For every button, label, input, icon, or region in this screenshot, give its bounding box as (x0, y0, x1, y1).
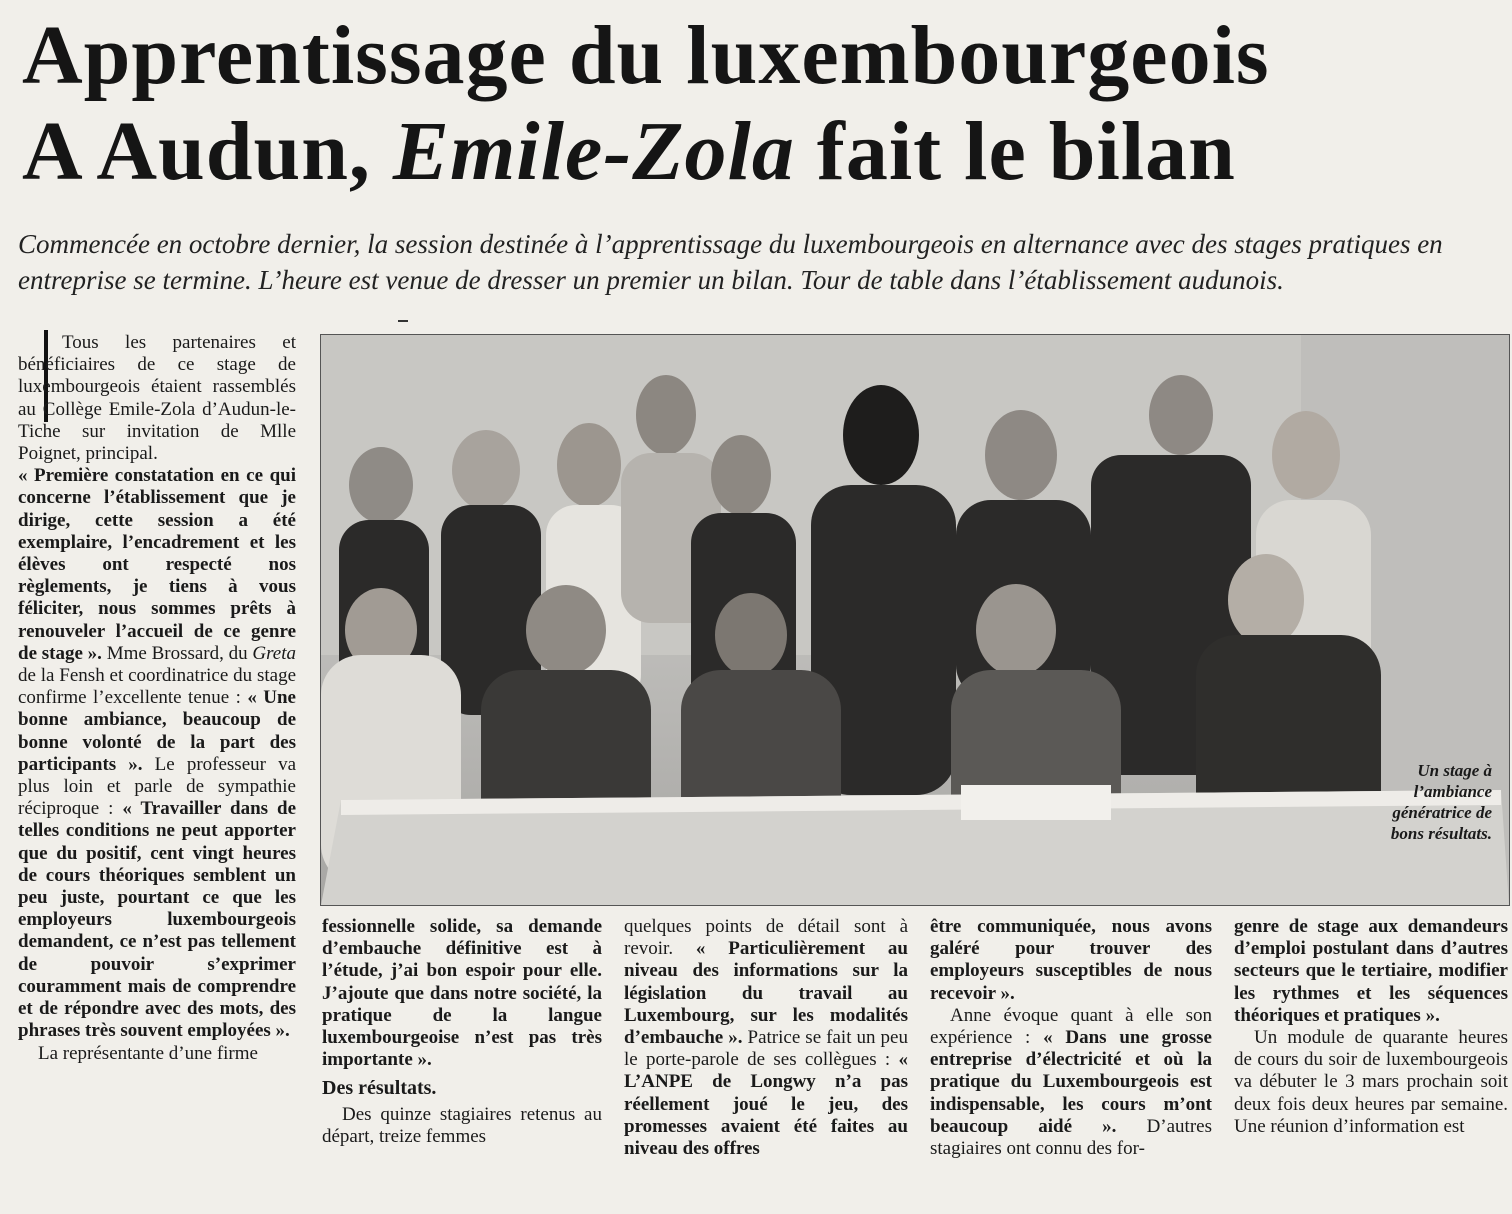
col1-tail: La représentante d’une firme (38, 1042, 258, 1064)
photo-caption: Un stage à l’ambiance génératrice de bons résultats. (1390, 761, 1492, 843)
col2-quote: fessionnelle solide, sa demande d’embauche définitive est à l’étude, j’ai bon espoir pour elle. J’ajoute que dans notre société, la pratique de la langue luxembourgeoise n’est pas très importante ». (322, 916, 602, 1071)
col4-quote-1: être communiquée, nous avons galéré pour trouver des employeurs susceptibles de nous recevoir ». (930, 916, 1212, 1004)
article-column-4 (930, 916, 1212, 1212)
col3-text: quelques points de détail sont à revoir. « Particulièrement au niveau des informations sur la législation du travail au Luxembourg, sur les modalités d’embauche ». Patrice se fait un peu le porte-parole de ses collègues : « L’ANPE de Longwy n’a pas réellement joué le jeu, des promesses avaient été faites au niveau des offres (624, 916, 908, 1160)
headline-school-name: Emile-Zola (392, 105, 795, 198)
col5-text: Un module de quarante heures de cours du soir de luxembourgeois va débuter le 3 mars prochain soit deux fois deux heures par semaine. Une réunion d’information est (1234, 1027, 1508, 1137)
col1-intro: Tous les partenaires et bénéficiaires de ce stage de luxembourgeois étaient rassemblés au Collège Emile-Zola d’Audun-le-Tiche sur invitation de Mlle Poignet, principal. (18, 332, 296, 465)
group-photo (320, 334, 1510, 906)
group-photo-illustration (321, 335, 1509, 905)
article-column-3 (624, 916, 908, 1212)
col5-quote: genre de stage aux demandeurs d’emploi postulant dans d’autres secteurs que le tertiaire, modifier les rythmes et les séquences théoriques et pratiques ». (1234, 916, 1508, 1026)
headline-line-2 (22, 104, 1502, 200)
article-column-2 (322, 916, 602, 1212)
article-column-1 (18, 332, 296, 1212)
headline-line-2-prefix: A Audun, (22, 105, 393, 198)
col4-text: Anne évoque quant à elle son expérience : « Dans une grosse entreprise d’électricité et où la pratique du Luxembourgeois est indispensable, les cours m’ont beaucoup aidé ». D’autres stagiaires ont connu des for- (930, 1004, 1212, 1160)
subhead-resultats: Des résultats. (322, 1077, 437, 1100)
headline-line-1: Apprentissage du luxembourgeois (22, 9, 1270, 102)
headline-line-2-suffix: fait le bilan (794, 105, 1236, 198)
separator-dash (398, 320, 408, 322)
article-column-5 (1234, 916, 1508, 1212)
col2-text: Des quinze stagiaires retenus au départ, treize femmes (322, 1103, 602, 1147)
col1-quote-principal: « Première constatation en ce qui concerne l’établissement que je dirige, cette session a été exemplaire, l’encadrement et les élèves ont respecté nos règlements, je tiens à vous féliciter, nous sommes prêts à renouveler l’accueil de ce genre de stage ». Mme Brossard, du Greta de la Fensh et coordinatrice du stage confirme l’excellente tenue : « Une bonne ambiance, beaucoup de bonne volonté de la part des participants ». Le professeur va plus loin et parle de sympathie réciproque : « Travailler dans de telles conditions ne peut apporter que du positif, cent vingt heures de cours théoriques semblent un peu juste, pourtant ce que les employeurs luxembourgeois demandent, ce n’est pas tellement de pouvoir s’exprimer couramment mais de comprendre et de répondre avec des mots, des phrases très souvent employées ». (18, 465, 296, 1042)
headline (22, 8, 1502, 200)
standfirst: Commencée en octobre dernier, la session destinée à l’apprentissage du luxembourgeois en alternance avec des stages pratiques en entreprise se termine. L’heure est venue de dresser un premier un bilan. Tour de table dans l’établissement audunois. (18, 229, 1443, 295)
